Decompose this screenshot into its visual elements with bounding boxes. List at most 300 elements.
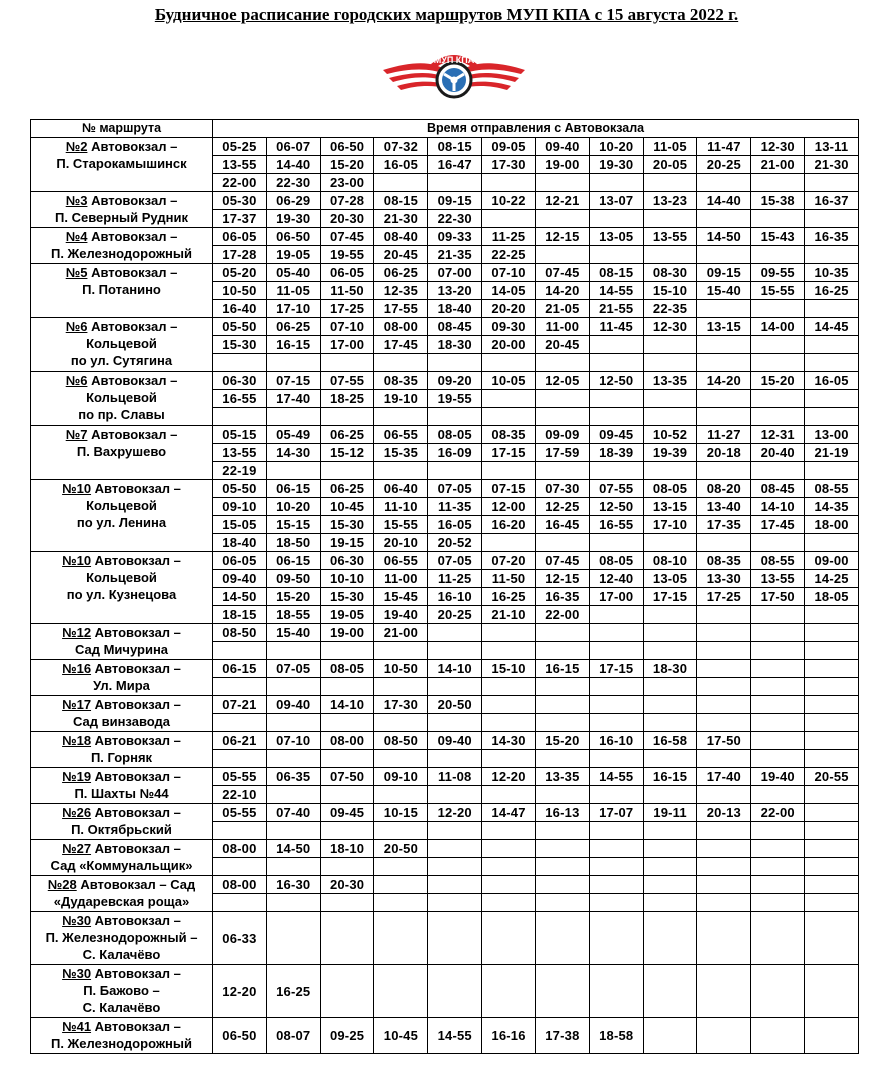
departure-time-cell	[697, 678, 751, 696]
departure-time-cell: 14-05	[482, 282, 536, 300]
departure-time-cell: 11-08	[428, 768, 482, 786]
route-name-line	[31, 138, 212, 155]
route-cell	[31, 912, 213, 965]
departure-time-cell: 09-45	[589, 426, 643, 444]
route-cell	[31, 768, 213, 804]
departure-time-cell: 15-12	[320, 444, 374, 462]
departure-time-cell: 21-10	[482, 606, 536, 624]
departure-time-cell	[589, 246, 643, 264]
departure-time-cell: 19-39	[643, 444, 697, 462]
departure-time-cell: 08-55	[751, 552, 805, 570]
departure-time-cell: 17-15	[482, 444, 536, 462]
departure-time-cell	[428, 642, 482, 660]
departure-time-cell: 18-25	[320, 390, 374, 408]
departure-time-cell	[266, 714, 320, 732]
departure-time-cell	[805, 174, 859, 192]
departure-time-cell	[428, 786, 482, 804]
departure-time-cell: 17-40	[697, 768, 751, 786]
departure-time-cell: 06-15	[266, 552, 320, 570]
departure-time-cell: 17-50	[751, 588, 805, 606]
departure-time-cell	[643, 606, 697, 624]
departure-time-cell: 21-35	[428, 246, 482, 264]
departure-time-cell: 10-45	[374, 1018, 428, 1054]
departure-time-cell	[374, 714, 428, 732]
departure-time-cell	[643, 965, 697, 1018]
departure-time-cell: 07-15	[266, 372, 320, 390]
departure-time-cell	[697, 534, 751, 552]
departure-time-cell: 13-07	[589, 192, 643, 210]
departure-time-cell	[535, 876, 589, 894]
departure-time-cell: 06-07	[266, 138, 320, 156]
departure-time-cell: 08-35	[482, 426, 536, 444]
departure-time-cell: 20-52	[428, 534, 482, 552]
departure-time-cell	[643, 1018, 697, 1054]
route-destination: Автовокзал –	[91, 139, 178, 154]
route-destination: Автовокзал –	[91, 265, 178, 280]
route-name-line	[31, 768, 212, 785]
route-number: №19	[62, 769, 92, 784]
departure-time-cell: 06-15	[266, 480, 320, 498]
route-name-line	[31, 1018, 212, 1035]
departure-time-cell: 20-18	[697, 444, 751, 462]
departure-time-cell	[482, 678, 536, 696]
departure-time-cell: 22-10	[213, 786, 267, 804]
departure-time-cell: 10-50	[374, 660, 428, 678]
departure-time-cell	[751, 354, 805, 372]
departure-time-cell	[751, 300, 805, 318]
departure-time-cell: 12-00	[482, 498, 536, 516]
route-destination: Автовокзал –	[94, 481, 181, 496]
route-name-line: П. Железнодорожный	[50, 246, 192, 261]
departure-time-cell: 08-40	[374, 228, 428, 246]
departure-time-cell	[266, 678, 320, 696]
route-name-line	[31, 624, 212, 641]
departure-time-cell: 15-40	[697, 282, 751, 300]
departure-time-cell: 09-25	[320, 1018, 374, 1054]
route-destination: Автовокзал –	[91, 373, 178, 388]
route-number: №27	[62, 841, 92, 856]
departure-time-cell	[213, 750, 267, 768]
route-column-header: № маршрута	[31, 120, 213, 138]
departure-time-cell: 12-31	[751, 426, 805, 444]
departure-time-cell	[589, 642, 643, 660]
route-name-line: по пр. Славы	[78, 407, 165, 422]
departure-time-cell: 20-20	[482, 300, 536, 318]
departure-time-cell	[805, 894, 859, 912]
departure-time-cell: 08-00	[213, 876, 267, 894]
departure-time-cell: 11-50	[320, 282, 374, 300]
departure-time-cell: 06-25	[320, 480, 374, 498]
route-name-line	[31, 840, 212, 857]
departure-time-cell	[643, 246, 697, 264]
departure-time-cell	[751, 965, 805, 1018]
departure-time-cell	[751, 678, 805, 696]
departure-time-cell	[805, 462, 859, 480]
departure-time-cell: 07-55	[320, 372, 374, 390]
route-name-line: по ул. Кузнецова	[66, 587, 177, 602]
departure-time-cell: 05-30	[213, 192, 267, 210]
departure-time-cell	[482, 696, 536, 714]
departure-time-cell: 12-05	[535, 372, 589, 390]
departure-time-cell	[643, 894, 697, 912]
departure-time-cell: 08-50	[374, 732, 428, 750]
departure-time-cell: 10-20	[589, 138, 643, 156]
departure-time-cell	[266, 408, 320, 426]
route-number: №6	[65, 373, 88, 388]
departure-time-cell: 19-40	[374, 606, 428, 624]
departure-time-cell: 16-10	[428, 588, 482, 606]
departure-time-cell	[805, 696, 859, 714]
departure-time-cell	[697, 786, 751, 804]
departure-time-cell	[482, 354, 536, 372]
departure-time-cell: 13-23	[643, 192, 697, 210]
departure-time-cell	[428, 408, 482, 426]
departure-time-cell	[805, 732, 859, 750]
route-name-line: Сад «Коммунальщик»	[50, 858, 193, 873]
departure-time-cell	[805, 390, 859, 408]
departure-time-cell: 16-25	[482, 588, 536, 606]
departure-time-cell: 21-30	[805, 156, 859, 174]
departure-time-cell: 21-00	[374, 624, 428, 642]
departure-time-cell: 13-40	[697, 498, 751, 516]
departure-time-cell: 09-40	[428, 732, 482, 750]
departure-time-cell: 14-55	[589, 768, 643, 786]
departure-time-cell	[428, 462, 482, 480]
departure-time-cell	[428, 750, 482, 768]
departure-time-cell	[643, 624, 697, 642]
route-number: №28	[47, 877, 77, 892]
departure-time-cell: 17-35	[697, 516, 751, 534]
departure-time-cell: 15-38	[751, 192, 805, 210]
table-row	[31, 912, 859, 965]
route-number: №30	[62, 966, 92, 982]
route-cell	[31, 552, 213, 624]
departure-time-cell	[697, 750, 751, 768]
table-row	[31, 696, 859, 714]
departure-time-cell: 09-00	[805, 552, 859, 570]
departure-time-cell: 13-20	[428, 282, 482, 300]
logo-text: МУП КПА	[433, 55, 475, 65]
departure-time-cell	[374, 786, 428, 804]
departure-time-cell	[697, 696, 751, 714]
table-row	[31, 372, 859, 390]
route-destination: Автовокзал –	[91, 319, 178, 334]
departure-time-cell	[266, 786, 320, 804]
departure-time-cell	[266, 642, 320, 660]
departure-time-cell: 08-15	[589, 264, 643, 282]
route-name-line: П. Бажово –	[83, 983, 160, 999]
route-name-line: П. Вахрушево	[76, 444, 167, 459]
departure-time-cell	[697, 912, 751, 965]
departure-time-cell	[428, 876, 482, 894]
departure-time-cell: 08-10	[643, 552, 697, 570]
departure-time-cell	[751, 606, 805, 624]
departure-time-cell: 15-20	[266, 588, 320, 606]
departure-time-cell	[805, 750, 859, 768]
departure-time-cell	[805, 300, 859, 318]
departure-time-cell: 15-30	[320, 516, 374, 534]
departure-time-cell: 22-30	[428, 210, 482, 228]
departure-time-cell: 06-50	[213, 1018, 267, 1054]
departure-time-cell: 22-00	[751, 804, 805, 822]
route-cell	[31, 264, 213, 318]
table-row	[31, 192, 859, 210]
departure-time-cell	[482, 210, 536, 228]
departure-time-cell: 20-30	[320, 210, 374, 228]
departure-time-cell: 16-55	[589, 516, 643, 534]
departure-time-cell: 17-10	[643, 516, 697, 534]
departure-time-cell	[697, 300, 751, 318]
departure-time-cell: 07-50	[320, 768, 374, 786]
departure-time-cell	[751, 750, 805, 768]
route-cell	[31, 138, 213, 192]
departure-time-cell	[428, 858, 482, 876]
departure-time-cell	[320, 678, 374, 696]
departure-time-cell: 18-00	[805, 516, 859, 534]
departure-time-cell	[320, 786, 374, 804]
departure-time-cell	[697, 408, 751, 426]
table-row	[31, 660, 859, 678]
departure-time-cell: 16-09	[428, 444, 482, 462]
departure-time-cell	[751, 732, 805, 750]
departure-time-cell: 15-45	[374, 588, 428, 606]
route-destination: Автовокзал –	[94, 841, 181, 856]
departure-time-cell	[643, 876, 697, 894]
departure-time-cell	[589, 786, 643, 804]
departure-time-cell: 07-15	[482, 480, 536, 498]
departure-time-cell: 17-07	[589, 804, 643, 822]
route-destination: Автовокзал –	[94, 553, 181, 568]
route-name-line: Кольцевой	[86, 336, 157, 351]
departure-time-cell: 20-45	[374, 246, 428, 264]
departure-time-cell: 08-45	[751, 480, 805, 498]
departure-time-cell: 16-35	[805, 228, 859, 246]
departure-time-cell: 20-50	[428, 696, 482, 714]
departure-time-cell	[320, 750, 374, 768]
departure-time-cell	[320, 354, 374, 372]
departure-time-cell	[374, 642, 428, 660]
departure-time-cell: 10-20	[266, 498, 320, 516]
departure-time-cell: 20-13	[697, 804, 751, 822]
departure-time-cell: 19-15	[320, 534, 374, 552]
route-destination: Автовокзал –	[94, 661, 181, 676]
route-destination: Автовокзал –	[91, 229, 178, 244]
departure-time-cell	[805, 714, 859, 732]
departure-time-cell	[805, 606, 859, 624]
departure-time-cell	[482, 840, 536, 858]
departure-time-cell: 19-00	[320, 624, 374, 642]
departure-time-cell: 12-30	[643, 318, 697, 336]
departure-time-cell: 18-30	[643, 660, 697, 678]
departure-time-cell: 19-30	[266, 210, 320, 228]
departure-time-cell	[751, 534, 805, 552]
route-name-line: Ул. Мира	[93, 678, 150, 693]
departure-time-cell: 11-05	[643, 138, 697, 156]
departure-time-cell	[320, 912, 374, 965]
route-destination: Автовокзал –	[94, 1019, 181, 1035]
departure-time-cell	[697, 624, 751, 642]
departure-time-cell: 19-05	[320, 606, 374, 624]
departure-time-cell: 09-09	[535, 426, 589, 444]
departure-time-cell	[697, 336, 751, 354]
route-name-line: С. Калачёво	[82, 947, 161, 962]
departure-time-cell	[805, 912, 859, 965]
departure-time-cell	[697, 606, 751, 624]
table-row	[31, 768, 859, 786]
departure-time-cell	[482, 624, 536, 642]
departure-time-cell: 09-40	[266, 696, 320, 714]
departure-time-cell: 09-33	[428, 228, 482, 246]
departure-time-cell	[589, 408, 643, 426]
departure-time-cell: 16-15	[535, 660, 589, 678]
departure-time-cell: 22-25	[482, 246, 536, 264]
table-header-row	[31, 120, 859, 138]
departure-time-cell: 05-55	[213, 768, 267, 786]
departure-time-cell	[805, 354, 859, 372]
departure-time-cell	[697, 390, 751, 408]
route-cell	[31, 624, 213, 660]
route-destination: Автовокзал –	[94, 966, 181, 982]
departure-time-cell: 17-28	[213, 246, 267, 264]
departure-time-cell: 13-55	[213, 444, 267, 462]
departure-time-cell: 07-21	[213, 696, 267, 714]
departure-time-cell	[697, 858, 751, 876]
departure-time-cell	[428, 354, 482, 372]
departure-time-cell	[697, 876, 751, 894]
departure-time-cell	[643, 822, 697, 840]
departure-time-cell	[751, 894, 805, 912]
departure-time-cell: 05-15	[213, 426, 267, 444]
departure-time-cell	[805, 336, 859, 354]
departure-time-cell: 08-35	[697, 552, 751, 570]
departure-time-cell: 08-05	[589, 552, 643, 570]
departure-time-cell	[589, 390, 643, 408]
departure-time-cell	[374, 462, 428, 480]
departure-time-cell: 12-20	[482, 768, 536, 786]
departure-time-cell: 21-30	[374, 210, 428, 228]
departure-time-cell	[482, 390, 536, 408]
departure-time-cell: 12-50	[589, 372, 643, 390]
departure-time-cell: 17-25	[320, 300, 374, 318]
route-name-line	[31, 318, 212, 335]
departure-time-cell	[805, 804, 859, 822]
departure-time-cell: 07-40	[266, 804, 320, 822]
departure-time-cell: 20-50	[374, 840, 428, 858]
departure-time-cell	[643, 858, 697, 876]
departure-time-cell: 15-20	[320, 156, 374, 174]
departure-time-cell: 06-29	[266, 192, 320, 210]
departure-time-cell	[535, 210, 589, 228]
departure-time-cell	[535, 840, 589, 858]
departure-time-cell: 17-25	[697, 588, 751, 606]
departure-time-cell	[482, 858, 536, 876]
departure-time-cell	[320, 894, 374, 912]
departure-time-cell: 09-10	[213, 498, 267, 516]
departure-time-cell	[751, 1018, 805, 1054]
departure-time-cell	[535, 174, 589, 192]
departure-time-cell	[805, 408, 859, 426]
departure-time-cell	[697, 642, 751, 660]
departure-time-cell: 09-05	[482, 138, 536, 156]
departure-time-cell: 08-35	[374, 372, 428, 390]
departure-time-cell	[805, 642, 859, 660]
departure-time-cell: 14-20	[697, 372, 751, 390]
departure-time-cell	[535, 642, 589, 660]
departure-time-cell: 23-00	[320, 174, 374, 192]
route-name-line: Кольцевой	[86, 570, 157, 585]
route-number: №41	[62, 1019, 92, 1035]
departure-time-cell	[266, 894, 320, 912]
departure-time-cell	[697, 840, 751, 858]
departure-time-cell	[482, 786, 536, 804]
departure-time-cell: 18-58	[589, 1018, 643, 1054]
route-name-line: П. Потанино	[82, 282, 161, 297]
departure-time-cell: 15-55	[374, 516, 428, 534]
departure-time-cell	[213, 354, 267, 372]
departure-time-cell: 11-27	[697, 426, 751, 444]
departure-time-cell: 17-15	[589, 660, 643, 678]
departure-time-cell: 09-20	[428, 372, 482, 390]
departure-time-cell: 06-30	[320, 552, 374, 570]
departure-time-cell: 18-15	[213, 606, 267, 624]
table-row	[31, 480, 859, 498]
departure-time-cell	[751, 714, 805, 732]
departure-time-cell: 06-50	[266, 228, 320, 246]
departure-time-cell: 17-45	[374, 336, 428, 354]
route-cell	[31, 696, 213, 732]
departure-time-cell	[320, 822, 374, 840]
departure-time-cell: 14-55	[589, 282, 643, 300]
departure-time-cell: 07-10	[482, 264, 536, 282]
route-destination: Автовокзал –	[94, 805, 181, 820]
departure-time-cell	[643, 462, 697, 480]
departure-time-cell	[697, 1018, 751, 1054]
route-number: №6	[65, 319, 88, 334]
departure-time-cell: 07-30	[535, 480, 589, 498]
departure-time-cell: 08-20	[697, 480, 751, 498]
departure-time-cell: 09-45	[320, 804, 374, 822]
departure-time-cell: 16-10	[589, 732, 643, 750]
route-name-line: С. Калачёво	[82, 1000, 161, 1016]
departure-time-cell	[374, 876, 428, 894]
departure-time-cell: 15-20	[535, 732, 589, 750]
table-row	[31, 804, 859, 822]
departure-time-cell	[805, 1018, 859, 1054]
route-name-line	[31, 480, 212, 497]
departure-time-cell	[589, 462, 643, 480]
route-destination: Автовокзал –	[91, 193, 178, 208]
route-name-line	[31, 192, 212, 209]
departure-time-cell: 15-30	[213, 336, 267, 354]
mup-kpa-logo	[375, 40, 533, 106]
departure-time-cell: 17-40	[266, 390, 320, 408]
departure-time-cell	[697, 210, 751, 228]
departure-time-cell: 05-20	[213, 264, 267, 282]
departure-time-cell	[751, 840, 805, 858]
departure-time-cell	[643, 714, 697, 732]
departure-time-cell: 07-55	[589, 480, 643, 498]
route-name-line: П. Северный Рудник	[55, 210, 188, 225]
departure-time-cell	[482, 534, 536, 552]
departure-time-cell	[643, 750, 697, 768]
departure-time-cell: 06-25	[320, 426, 374, 444]
departure-time-cell	[535, 390, 589, 408]
departure-time-cell: 07-05	[428, 552, 482, 570]
route-name-line: Кольцевой	[86, 390, 157, 405]
departure-time-cell: 09-55	[751, 264, 805, 282]
departure-time-cell	[643, 336, 697, 354]
departure-time-cell: 12-25	[535, 498, 589, 516]
